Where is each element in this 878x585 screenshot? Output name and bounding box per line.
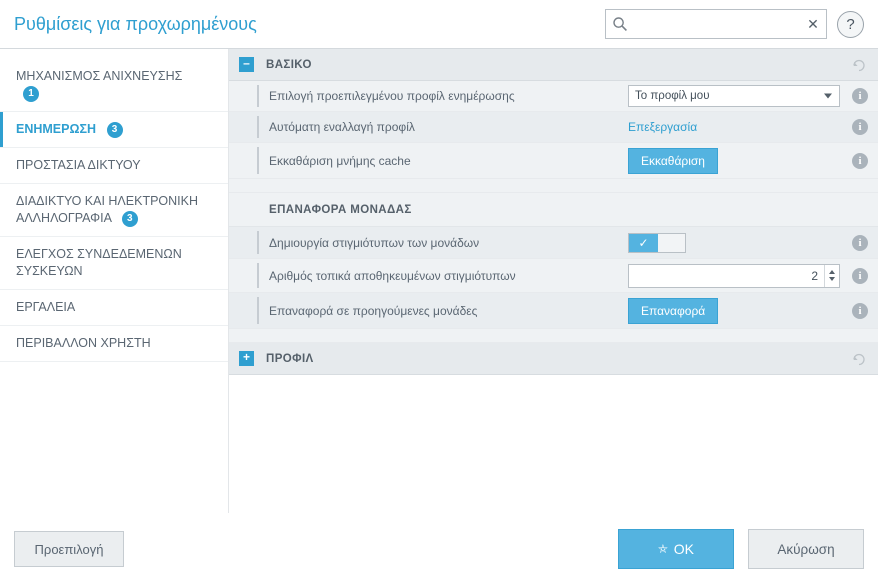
- row-auto-profile-switch: [229, 112, 878, 143]
- row-tick: [257, 116, 259, 138]
- snapshot-count-input[interactable]: [629, 266, 824, 286]
- ok-button-label: OK: [673, 541, 694, 557]
- create-snapshots-toggle[interactable]: [628, 233, 686, 253]
- row-default-update-profile: [229, 81, 878, 112]
- row-label: Επιλογή προεπιλεγμένου προφίλ ενημέρωσης: [269, 89, 515, 103]
- sidebar-item-label: ΕΡΓΑΛΕΙΑ: [16, 299, 76, 314]
- info-icon[interactable]: i: [852, 153, 868, 169]
- info-icon[interactable]: i: [852, 303, 868, 319]
- stepper-up-icon[interactable]: [829, 270, 835, 274]
- help-button[interactable]: ?: [837, 11, 864, 38]
- footer-actions: [618, 529, 864, 569]
- group-header-profiles[interactable]: [229, 343, 878, 375]
- row-create-snapshots: [229, 227, 878, 259]
- row-rollback-modules: [229, 293, 878, 329]
- row-label: Αριθμός τοπικά αποθηκευμένων στιγμιότυπων: [269, 268, 516, 283]
- info-icon[interactable]: i: [852, 235, 868, 251]
- sidebar-item-tools[interactable]: [0, 290, 228, 326]
- update-profile-value: Το προφίλ μου: [635, 90, 710, 102]
- sidebar-item-web-and-email[interactable]: [0, 184, 228, 237]
- search-box[interactable]: [605, 9, 827, 39]
- sidebar-item-badge: 1: [23, 86, 39, 102]
- window-footer: [0, 513, 878, 585]
- group-title: ΠΡΟΦΙΛ: [266, 352, 314, 365]
- toggle-track: [658, 234, 685, 252]
- content-filler: [229, 375, 878, 513]
- sidebar-item-user-interface[interactable]: [0, 326, 228, 362]
- update-profile-select[interactable]: [628, 85, 840, 107]
- sidebar-item-label: ΕΛΕΓΧΟΣ ΣΥΝΔΕΔΕΜΕΝΩΝ ΣΥΣΚΕΥΩΝ: [16, 246, 182, 278]
- sidebar-item-device-control[interactable]: [0, 237, 228, 290]
- collapse-icon[interactable]: –: [239, 57, 254, 72]
- page-title: Ρυθμίσεις για προχωρημένους: [14, 13, 257, 34]
- stepper-down-icon[interactable]: [829, 277, 835, 281]
- shield-icon: ⛤: [658, 541, 668, 556]
- search-icon: [612, 16, 628, 32]
- edit-auto-profile-link[interactable]: Επεξεργασία: [628, 120, 698, 134]
- row-label: Εκκαθάριση μνήμης cache: [269, 153, 411, 168]
- row-tick: [257, 297, 259, 324]
- sidebar-item-label: ΠΕΡΙΒΑΛΛΟΝ ΧΡΗΣΤΗ: [16, 335, 151, 350]
- row-tick: [257, 263, 259, 288]
- ok-button[interactable]: [618, 529, 734, 569]
- snapshot-count-stepper[interactable]: [628, 264, 840, 288]
- sidebar-item-network-protection[interactable]: [0, 148, 228, 184]
- clear-search-icon[interactable]: ✕: [807, 16, 819, 32]
- stepper-arrows[interactable]: [824, 265, 839, 287]
- expand-icon[interactable]: +: [239, 351, 254, 366]
- sidebar-item-label: ΜΗΧΑΝΙΣΜΟΣ ΑΝΙΧΝΕΥΣΗΣ: [16, 69, 183, 83]
- row-clear-update-cache: [229, 143, 878, 179]
- sidebar-item-update[interactable]: [0, 112, 228, 148]
- row-control: [628, 85, 840, 107]
- sidebar: [0, 49, 229, 513]
- group-title: ΒΑΣΙΚΟ: [266, 58, 312, 71]
- subgroup-title: ΕΠΑΝΑΦΟΡΑ ΜΟΝΑΔΑΣ: [269, 203, 412, 216]
- info-icon[interactable]: i: [852, 119, 868, 135]
- default-button[interactable]: Προεπιλογή: [14, 531, 124, 567]
- sidebar-item-label: ΔΙΑΔΙΚΤΥΟ ΚΑΙ ΗΛΕΚΤΡΟΝΙΚΗ ΑΛΛΗΛΟΓΡΑΦΙΑ: [16, 193, 199, 225]
- row-control: [628, 233, 840, 253]
- reset-to-default-icon[interactable]: [852, 352, 866, 366]
- group-header-basic[interactable]: [229, 49, 878, 81]
- cancel-button[interactable]: Ακύρωση: [748, 529, 864, 569]
- reset-to-default-icon[interactable]: [852, 58, 866, 72]
- info-icon[interactable]: i: [852, 88, 868, 104]
- header-controls: [605, 9, 864, 39]
- row-tick: [257, 231, 259, 254]
- row-control: [628, 148, 840, 174]
- row-label: Δημιουργία στιγμιότυπων των μονάδων: [269, 235, 480, 250]
- row-control: [628, 120, 840, 134]
- section-spacer-2: [229, 329, 878, 343]
- row-label: Αυτόματη εναλλαγή προφίλ: [269, 120, 415, 134]
- sidebar-item-badge: 3: [107, 122, 123, 138]
- section-spacer: [229, 179, 878, 193]
- rollback-button[interactable]: Επαναφορά: [628, 298, 718, 324]
- sidebar-item-label: ΠΡΟΣΤΑΣΙΑ ΔΙΚΤΥΟΥ: [16, 157, 141, 172]
- window-header: [0, 0, 878, 48]
- row-control: [628, 298, 840, 324]
- row-tick: [257, 147, 259, 174]
- clear-cache-button[interactable]: Εκκαθάριση: [628, 148, 718, 174]
- subgroup-header-rollback: [229, 193, 878, 227]
- chevron-down-icon: [824, 94, 832, 99]
- sidebar-item-badge: 3: [122, 211, 138, 227]
- row-control: [628, 264, 840, 288]
- row-label: Επαναφορά σε προηγούμενες μονάδες: [269, 303, 478, 318]
- window-body: [0, 49, 878, 513]
- info-icon[interactable]: i: [852, 268, 868, 284]
- row-tick: [257, 85, 259, 107]
- settings-content: [229, 49, 878, 513]
- row-snapshot-count: [229, 259, 878, 293]
- toggle-check-icon: ✓: [629, 234, 658, 252]
- sidebar-item-detection-engine[interactable]: [0, 59, 228, 112]
- search-input[interactable]: [628, 14, 806, 34]
- sidebar-item-label: ΕΝΗΜΕΡΩΣΗ: [16, 121, 97, 136]
